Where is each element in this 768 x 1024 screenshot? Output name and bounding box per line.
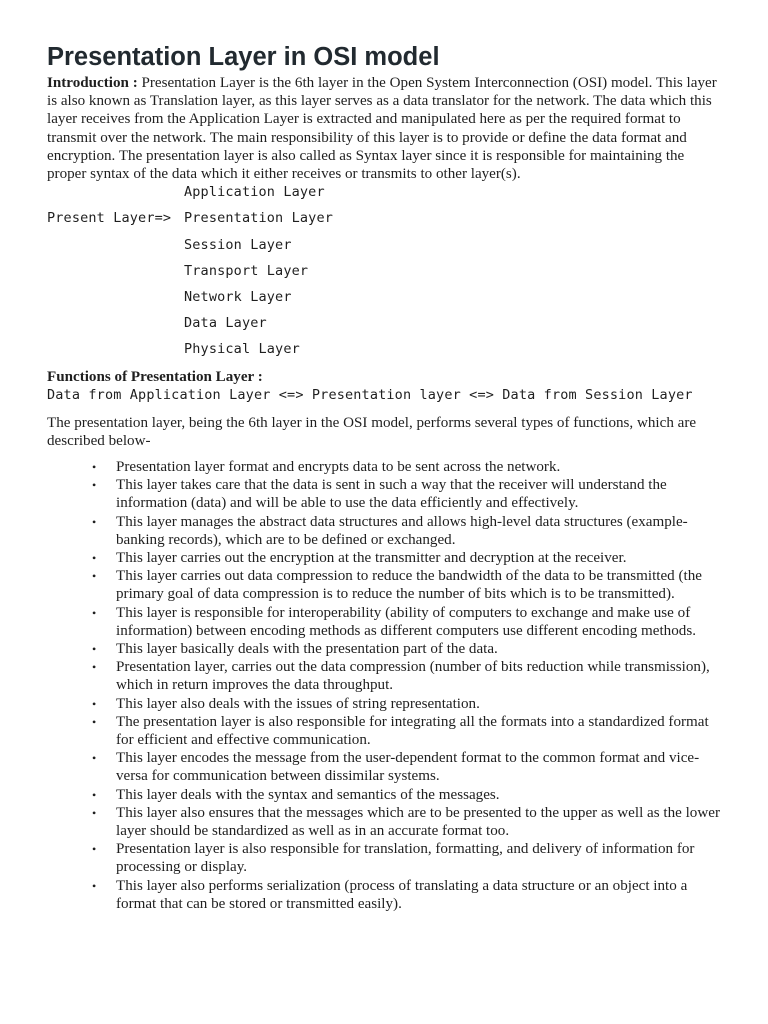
intro-text: Presentation Layer is the 6th layer in the Open System Interconnection (OSI) model. This layer is also known as Translation layer, as this layer serves as a data translator for the network. The data which this layer receives from the Application Layer is extracted and manipulated here as per the required format to transmit over the network. The main responsibility of this layer is to provide or define the data format and encryption. The presentation layer is also called as Syntax layer since it is responsible for maintaining the proper syntax of the data which it either receives or transmits to other layer(s). [47, 75, 717, 183]
layer-row [47, 184, 727, 210]
bullet-icon: • [92, 714, 97, 729]
list-item-text: The presentation layer is also responsible for integrating all the formats into a standardized format for efficient and effective communication. [116, 713, 709, 748]
bullet-icon: • [92, 878, 97, 893]
page-title: Presentation Layer in OSI model [47, 43, 440, 71]
list-item [47, 476, 727, 512]
bullet-icon: • [92, 696, 97, 711]
layer-name: Data Layer [184, 315, 267, 332]
functions-list [47, 458, 727, 913]
layer-row [47, 341, 727, 367]
layer-row [47, 289, 727, 315]
list-item-text: This layer also deals with the issues of string representation. [116, 695, 480, 712]
list-item [47, 567, 727, 603]
list-item [47, 786, 727, 804]
bullet-icon: • [92, 842, 97, 857]
layer-name: Presentation Layer [184, 210, 333, 227]
list-item [47, 658, 727, 694]
list-item [47, 604, 727, 640]
list-item-text: Presentation layer format and encrypts data to be sent across the network. [116, 458, 561, 475]
bullet-icon: • [92, 514, 97, 529]
bullet-icon: • [92, 550, 97, 565]
list-item [47, 640, 727, 658]
bullet-icon: • [92, 805, 97, 820]
list-item-text: This layer takes care that the data is sent in such a way that the receiver will understand the information (data) and will be able to use the data efficiently and effectively. [116, 477, 667, 512]
layer-row [47, 210, 727, 236]
list-item-text: This layer manages the abstract data structures and allows high-level data structures (example- banking records), which are to be defined or exchanged. [116, 513, 688, 548]
bullet-icon: • [92, 605, 97, 620]
list-item-text: This layer carries out data compression to reduce the bandwidth of the data to be transmitted (the primary goal of data compression is to reduce the number of bits which is to be transmitted). [116, 568, 702, 603]
bullet-icon: • [92, 751, 97, 766]
layer-name: Transport Layer [184, 262, 309, 279]
layer-name: Network Layer [184, 288, 292, 305]
bullet-icon: • [92, 787, 97, 802]
data-flow-line: Data from Application Layer <=> Presentation layer <=> Data from Session Layer [47, 386, 693, 403]
list-item-text: This layer carries out the encryption at the transmitter and decryption at the receiver. [116, 549, 627, 566]
intro-paragraph [47, 74, 727, 183]
list-item-text: Presentation layer is also responsible for translation, formatting, and delivery of information for processing or display. [116, 841, 695, 876]
layer-marker [47, 341, 184, 367]
layer-list [47, 184, 727, 367]
list-item [47, 513, 727, 549]
functions-intro: The presentation layer, being the 6th layer in the OSI model, performs several types of functions, which are described below- [47, 414, 697, 449]
layer-row [47, 237, 727, 263]
bullet-icon: • [92, 459, 97, 474]
layer-marker [47, 263, 184, 289]
bullet-icon: • [92, 569, 97, 584]
layer-marker [47, 237, 184, 263]
list-item [47, 458, 727, 476]
list-item-text: Presentation layer, carries out the data compression (number of bits reduction while transmission), which in return improves the data throughput. [116, 659, 710, 694]
functions-heading: Functions of Presentation Layer : [47, 368, 263, 385]
layer-marker [47, 315, 184, 341]
layer-marker [47, 289, 184, 315]
bullet-icon: • [92, 660, 97, 675]
layer-name: Application Layer [184, 184, 325, 201]
layer-row [47, 263, 727, 289]
osi-layer-stack [47, 184, 727, 367]
bullet-icon: • [92, 478, 97, 493]
document-page [47, 40, 727, 913]
list-item [47, 840, 727, 876]
layer-row [47, 315, 727, 341]
intro-label: Introduction : [47, 75, 138, 91]
list-item-text: This layer deals with the syntax and semantics of the messages. [116, 786, 500, 803]
layer-marker [47, 184, 184, 210]
list-item [47, 749, 727, 785]
list-item-text: This layer also ensures that the messages which are to be presented to the upper as well as the lower layer should be standardized as well as in an accurate format too. [116, 804, 720, 839]
list-item [47, 695, 727, 713]
layer-name: Session Layer [184, 236, 292, 253]
list-item-text: This layer also performs serialization (process of translating a data structure or an object into a format that can be stored or transmitted easily). [116, 877, 688, 912]
list-item [47, 713, 727, 749]
layer-name: Physical Layer [184, 341, 300, 358]
list-item-text: This layer is responsible for interoperability (ability of computers to exchange and make use of information) between encoding methods as different computers use different encoding methods. [116, 604, 696, 639]
list-item [47, 877, 727, 913]
list-item [47, 804, 727, 840]
layer-marker: Present Layer=> [47, 210, 172, 227]
list-item [47, 549, 727, 567]
list-item-text: This layer encodes the message from the user-dependent format to the common format and vice-versa for communication between dissimilar systems. [116, 750, 700, 785]
bullet-icon: • [92, 641, 97, 656]
list-item-text: This layer basically deals with the presentation part of the data. [116, 640, 498, 657]
